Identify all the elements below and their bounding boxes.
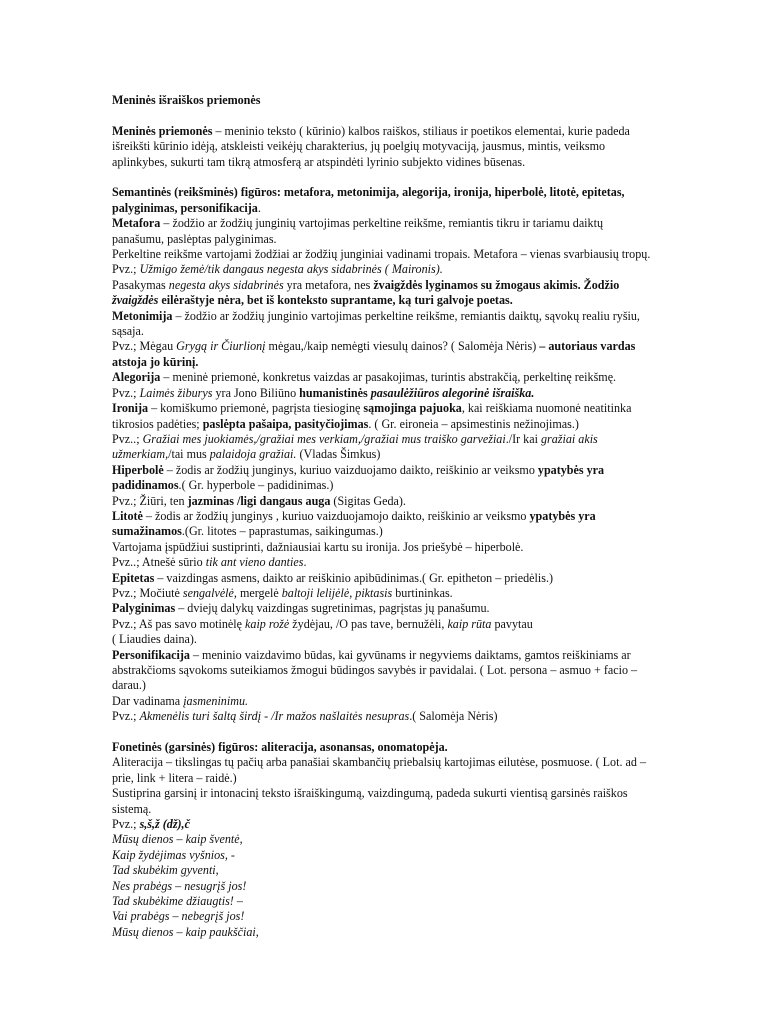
poem-line: Vai prabėgs – nebegrįš jos! <box>112 909 245 924</box>
document-page <box>112 93 658 940</box>
semantic-heading: Semantinės (reikšminės) figūros: metafora, metonimija, alegorija, ironija, hiperbolė, litotė, epitetas, palyginimas, personifikacija. <box>112 185 625 215</box>
litote-example: Pvz..; Atnešė sūrio tik ant vieno danties. <box>112 555 307 570</box>
phonetic-heading: Fonetinės (garsinės) figūros: aliteracija, asonansas, onomatopėja. <box>112 740 448 755</box>
hiperbole-example: Pvz.; Žiūri, ten jazminas /ligi dangaus auga (Sigitas Geda). <box>112 493 406 508</box>
metafora-explanation: Pasakymas negesta akys sidabrinės yra metafora, nes žvaigždės lyginamos su žmogaus akimis. Žodžio žvaigždės eilėraštyje nėra, bet iš konteksto suprantame, ką turi galvoje poetas. <box>112 277 620 308</box>
intro-text: – meninio teksto ( kūrinio) kalbos raiškos, stiliaus ir poetikos elementai, kurie padeda išreikšti kūrinio idėją, atskleisti veikėjų charakterius, jų poelgių motyvaciją, jausmus, mintis, veiksmo aplinkybes, sukurti tam tikrą atmosferą ar atspindėti lyrinio subjekto vidines būsenas. <box>112 123 630 169</box>
personifikacija-definition: Personifikacija – meninio vaizdavimo būdas, kai gyvūnams ir negyviems daiktams, gamtos reiškiniams ar abstrakčioms sąvokoms suteikiamos žmogui būdingos savybės ir pavidalai. ( Lot. persona – asmuo + facio – darau.) <box>112 647 638 693</box>
intro-term: Meninės priemonės <box>112 123 213 138</box>
aliteracija-note: Sustiprina garsinį ir intonacinį teksto išraiškingumą, vaizdingumą, padeda sukurti vientisą garsinės raiškos sistemą. <box>112 786 628 816</box>
metonimija-definition: Metonimija – žodžio ar žodžių junginio vartojimas perkeltine reikšme, remiantis daiktų, sąvokų realiu ryšiu, sąsaja. <box>112 308 640 339</box>
ironija-definition: Ironija – komiškumo priemonė, pagrįsta tiesioginę sąmojinga pajuoka, kai reiškiama nuomonė neatitinka tikrosios padėties; paslėpta pašaipa, pasityčiojimas. ( Gr. eironeia – apsimestinis nežinojimas.) <box>112 401 632 431</box>
metafora-example: Pvz.; Užmigo žemė/tik dangaus negesta akys sidabrinės ( Maironis). <box>112 262 443 277</box>
metafora-definition: Metafora – žodžio ar žodžių junginių vartojimas perkeltine reikšme, remiantis tikru ir tariamu daiktų panašumu, paslėptas palyginimas. <box>112 216 603 246</box>
ironija-example: Pvz..; Gražiai mes juokiamės,/gražiai mes verkiam,/gražiai mus traiško garvežiai./Ir kai gražiai akis užmerkiam,/tai mus palaidoja gražiai. (Vladas Šimkus) <box>112 431 598 462</box>
intro-paragraph <box>112 124 658 170</box>
litote-note: Vartojama įspūdžiui sustiprinti, dažniausiai kartu su ironija. Jos priešybė – hiperbolė. <box>112 539 524 554</box>
personifikacija-note: Dar vadinama įasmeninimu. <box>112 693 249 708</box>
epitetas-example: Pvz.; Močiutė sengalvėlė, mergelė baltoji lelijėlė, piktasis burtininkas. <box>112 585 453 600</box>
poem-line: Tad skubėkim gyventi, <box>112 863 219 878</box>
epitetas-definition: Epitetas – vaizdingas asmens, daikto ar reiškinio apibūdinimas.( Gr. epitheton – priedėlis.) <box>112 570 553 585</box>
poem <box>112 832 658 940</box>
litote-definition: Litotė – žodis ar žodžių junginys , kuriuo vaizduojamojo daikto, reiškinio ar veiksmo ypatybės yra sumažinamos.(Gr. litotes – paprastumas, saikingumas.) <box>112 508 596 539</box>
poem-line: Mūsų dienos – kaip šventė, <box>112 832 243 847</box>
aliteracija-definition: Aliteracija – tikslingas tų pačių arba panašiai skambančių priebalsių kartojimas eilutėse, posmuose. ( Lot. ad – prie, link + litera – raidė.) <box>112 755 646 785</box>
page-title: Meninės išraiškos priemonės <box>112 93 261 107</box>
poem-line: Tad skubėkime džiaugtis! – <box>112 894 243 909</box>
palyginimas-definition: Palyginimas – dviejų dalykų vaizdingas sugretinimas, pagrįstas jų panašumu. <box>112 601 490 616</box>
hiperbole-definition: Hiperbolė – žodis ar žodžių junginys, kuriuo vaizduojamo daikto, reiškinio ar veiksmo ypatybės yra padidinamos.( Gr. hyperbole – padidinimas.) <box>112 462 605 493</box>
poem-line: Mūsų dienos – kaip paukščiai, <box>112 924 259 939</box>
poem-line: Nes prabėgs – nesugrįš jos! <box>112 878 247 893</box>
aliteracija-example: Pvz.; s,š,ž (dž),č <box>112 817 190 832</box>
palyginimas-source: ( Liaudies daina). <box>112 632 197 647</box>
personifikacija-example: Pvz.; Akmenėlis turi šaltą širdį - /Ir mažos našlaitės nesupras.( Salomėja Nėris) <box>112 709 498 724</box>
metafora-note: Perkeltine reikšme vartojami žodžiai ar žodžių junginiai vadinami tropais. Metafora – vienas svarbiausių tropų. <box>112 247 651 262</box>
alegorija-definition: Alegorija – meninė priemonė, konkretus vaizdas ar pasakojimas, turintis abstrakčią, perkeltinę reikšmę. <box>112 370 617 385</box>
alegorija-example: Pvz.; Laimės žiburys yra Jono Biliūno humanistinės pasaulėžiūros alegorinė išraiška. <box>112 385 535 400</box>
palyginimas-example: Pvz.; Aš pas savo motinėlę kaip rožė žydėjau, /O pas tave, bernužėli, kaip rūta pavytau <box>112 616 533 631</box>
metonimija-example: Pvz.; Mėgau Grygą ir Čiurlionį mėgau,/kaip nemėgti viesulų dainos? ( Salomėja Nėris) – autoriaus vardas atstoja jo kūrinį. <box>112 339 636 369</box>
poem-line: Kaip žydėjimas vyšnios, - <box>112 847 235 862</box>
